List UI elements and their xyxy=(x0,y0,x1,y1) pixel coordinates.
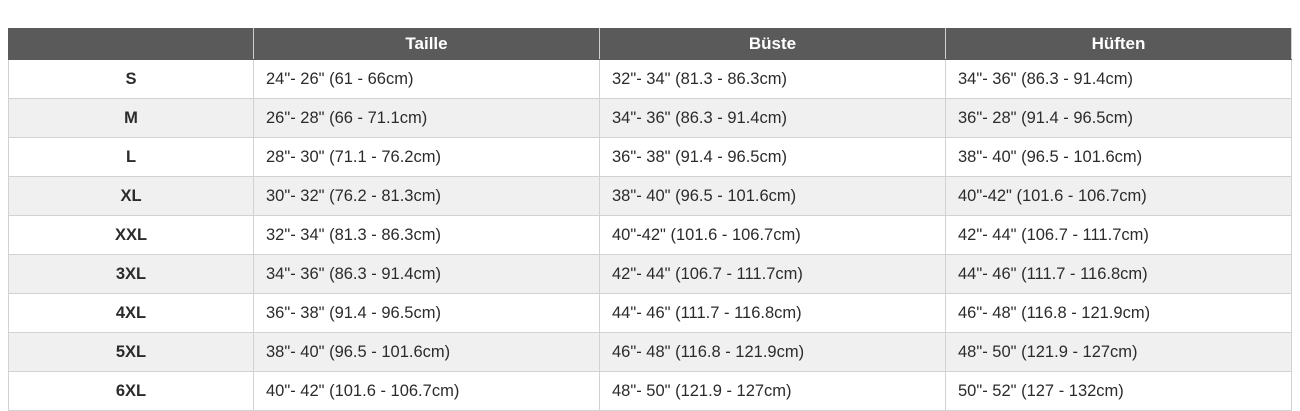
table-row xyxy=(9,138,1292,177)
table-row xyxy=(9,372,1292,411)
size-label: XL xyxy=(9,177,254,216)
table-row xyxy=(9,216,1292,255)
table-row xyxy=(9,177,1292,216)
waist-value: 34"- 36" (86.3 - 91.4cm) xyxy=(254,255,600,294)
waist-value: 36"- 38" (91.4 - 96.5cm) xyxy=(254,294,600,333)
size-label: 5XL xyxy=(9,333,254,372)
header-row xyxy=(9,29,1292,60)
hips-value: 42"- 44" (106.7 - 111.7cm) xyxy=(946,216,1292,255)
table-row xyxy=(9,333,1292,372)
size-label: 6XL xyxy=(9,372,254,411)
waist-value: 40"- 42" (101.6 - 106.7cm) xyxy=(254,372,600,411)
bust-value: 48"- 50" (121.9 - 127cm) xyxy=(600,372,946,411)
column-header-waist: Taille xyxy=(254,29,600,60)
hips-value: 40"-42" (101.6 - 106.7cm) xyxy=(946,177,1292,216)
hips-value: 44"- 46" (111.7 - 116.8cm) xyxy=(946,255,1292,294)
hips-value: 38"- 40" (96.5 - 101.6cm) xyxy=(946,138,1292,177)
size-label: 4XL xyxy=(9,294,254,333)
hips-value: 36"- 28" (91.4 - 96.5cm) xyxy=(946,99,1292,138)
size-label: XXL xyxy=(9,216,254,255)
waist-value: 38"- 40" (96.5 - 101.6cm) xyxy=(254,333,600,372)
column-header-bust: Büste xyxy=(600,29,946,60)
size-label: S xyxy=(9,60,254,99)
size-chart-table xyxy=(8,28,1292,411)
size-label: M xyxy=(9,99,254,138)
column-header-size xyxy=(9,29,254,60)
hips-value: 34"- 36" (86.3 - 91.4cm) xyxy=(946,60,1292,99)
bust-value: 32"- 34" (81.3 - 86.3cm) xyxy=(600,60,946,99)
waist-value: 32"- 34" (81.3 - 86.3cm) xyxy=(254,216,600,255)
bust-value: 36"- 38" (91.4 - 96.5cm) xyxy=(600,138,946,177)
bust-value: 46"- 48" (116.8 - 121.9cm) xyxy=(600,333,946,372)
waist-value: 30"- 32" (76.2 - 81.3cm) xyxy=(254,177,600,216)
bust-value: 44"- 46" (111.7 - 116.8cm) xyxy=(600,294,946,333)
hips-value: 46"- 48" (116.8 - 121.9cm) xyxy=(946,294,1292,333)
hips-value: 48"- 50" (121.9 - 127cm) xyxy=(946,333,1292,372)
table-row xyxy=(9,60,1292,99)
column-header-hips: Hüften xyxy=(946,29,1292,60)
table-row xyxy=(9,255,1292,294)
bust-value: 42"- 44" (106.7 - 111.7cm) xyxy=(600,255,946,294)
waist-value: 24"- 26" (61 - 66cm) xyxy=(254,60,600,99)
table-row xyxy=(9,99,1292,138)
hips-value: 50"- 52" (127 - 132cm) xyxy=(946,372,1292,411)
waist-value: 26"- 28" (66 - 71.1cm) xyxy=(254,99,600,138)
bust-value: 38"- 40" (96.5 - 101.6cm) xyxy=(600,177,946,216)
bust-value: 34"- 36" (86.3 - 91.4cm) xyxy=(600,99,946,138)
table-row xyxy=(9,294,1292,333)
table-body xyxy=(9,60,1292,411)
waist-value: 28"- 30" (71.1 - 76.2cm) xyxy=(254,138,600,177)
table-header xyxy=(9,29,1292,60)
bust-value: 40"-42" (101.6 - 106.7cm) xyxy=(600,216,946,255)
size-label: L xyxy=(9,138,254,177)
size-label: 3XL xyxy=(9,255,254,294)
